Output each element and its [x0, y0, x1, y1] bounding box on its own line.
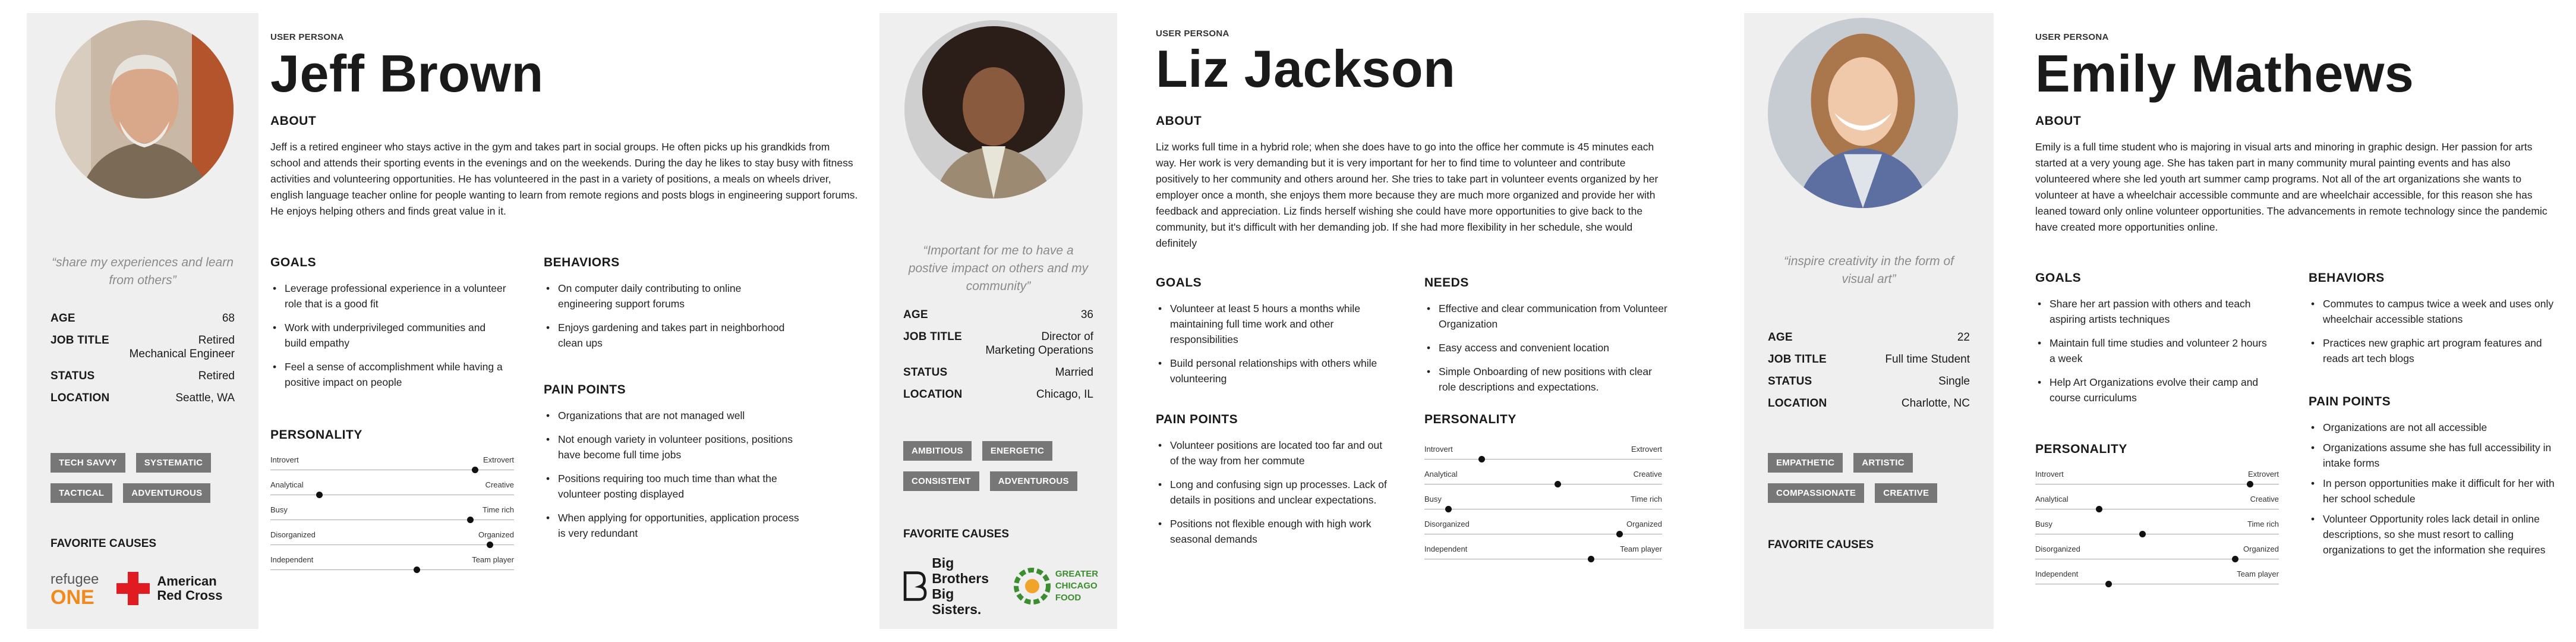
fact-status	[51, 369, 235, 383]
trait-tag: TECH SAVVY	[51, 453, 125, 473]
slider-left-label: Disorganized	[1424, 520, 1470, 528]
fact-status	[903, 366, 1093, 379]
favorite-causes-logos	[51, 571, 247, 609]
list-item: • Practices new graphic art program features and reads art tech blogs	[2309, 335, 2558, 366]
persona-name: Jeff Brown	[270, 44, 544, 103]
fact-label: STATUS	[51, 370, 95, 382]
trait-tags	[903, 441, 1099, 491]
bbbs-mark-icon	[903, 567, 927, 606]
fact-age	[1768, 331, 1970, 344]
logo-text: Big Sisters.	[932, 586, 982, 617]
slider-left-label: Busy	[2035, 520, 2052, 528]
fact-age	[903, 308, 1093, 322]
slider-marker	[1616, 531, 1623, 537]
slider-right-label: Creative	[1633, 470, 1662, 479]
list-item: • Share her art passion with others and teach aspiring artists techniques	[2035, 296, 2273, 327]
slider-right-label: Organized	[1626, 520, 1662, 528]
avatar-portrait-icon	[904, 20, 1083, 199]
slider-left-label: Independent	[270, 555, 314, 564]
fact-value: Retired Mechanical Engineer	[129, 334, 235, 360]
favorite-causes-logos	[903, 555, 1105, 617]
goals-list	[2035, 296, 2273, 414]
slider-right-label: Creative	[2250, 495, 2279, 503]
about-heading: ABOUT	[2035, 114, 2082, 128]
list-item: • Work with underprivileged communities and build empathy	[270, 320, 508, 351]
personality-slider	[2035, 569, 2279, 594]
slider-left-label: Introvert	[2035, 470, 2064, 479]
slider-right-label: Time rich	[2247, 520, 2279, 528]
fact-label: JOB TITLE	[1768, 353, 1827, 366]
slider-track	[1424, 459, 1662, 460]
trait-tags	[1768, 453, 1976, 503]
logo-text: GREATER	[1055, 569, 1099, 579]
persona-main	[270, 13, 879, 629]
list-item: • Not enough variety in volunteer positions, positions have become full time jobs	[544, 432, 799, 462]
pain-points-list	[1156, 438, 1393, 555]
favorite-causes-label: FAVORITE CAUSES	[903, 528, 1010, 540]
fact-label: JOB TITLE	[903, 331, 962, 343]
slider-marker	[1555, 481, 1561, 487]
pain-points-list	[544, 408, 799, 549]
list-item: • Feel a sense of accomplishment while having a positive impact on people	[270, 359, 508, 390]
about-text: Emily is a full time student who is majoring in visual arts and minoring in graphic design. Her passion for arts started at a very young age. She has taken part in many community mural painting events and has also volunteered where she led youth art summer camp programs. Not all of the art organizations she wants to volunteer at have a wheelchair accessible communte and are wheelchair accessible, for this reason she has leaned toward only online volunteer opportunities. The advancements in remote technology since the pandemic have created more opportunities online.	[2035, 141, 2547, 233]
list-item: • Effective and clear communication from Volunteer Organization	[1424, 301, 1668, 332]
trait-tag: SYSTEMATIC	[136, 453, 212, 473]
personality-slider	[2035, 545, 2279, 569]
slider-left-label: Disorganized	[270, 530, 316, 539]
persona-facts	[51, 311, 235, 413]
trait-tag: CREATIVE	[1875, 483, 1937, 503]
logo-text: ONE	[51, 586, 94, 609]
slider-right-label: Organized	[2243, 545, 2279, 553]
personality-heading: PERSONALITY	[2035, 442, 2127, 456]
slider-marker	[1588, 556, 1594, 562]
fact-label: STATUS	[903, 366, 948, 379]
personality-slider	[1424, 545, 1662, 569]
needs-heading: NEEDS	[1424, 276, 1469, 289]
fact-label: AGE	[51, 312, 75, 325]
slider-right-label: Creative	[485, 480, 514, 489]
fact-location	[51, 391, 235, 405]
list-item: • On computer daily contributing to online engineering support forums	[544, 281, 793, 311]
slider-right-label: Team player	[2237, 569, 2279, 578]
pain-points-heading: PAIN POINTS	[544, 383, 626, 396]
fact-value: Single	[1938, 375, 1970, 388]
logo-text: American	[157, 574, 217, 588]
persona-kicker: USER PERSONA	[270, 32, 344, 42]
personality-sliders	[270, 455, 514, 580]
behaviors-list	[2309, 296, 2558, 374]
avatar	[904, 20, 1083, 199]
fact-value: 36	[1080, 309, 1093, 321]
slider-marker	[2139, 531, 2146, 537]
pain-points-heading: PAIN POINTS	[2309, 395, 2391, 408]
goals-list	[1156, 301, 1393, 395]
list-item: • Volunteer positions are located too far and out of the way from her commute	[1156, 438, 1393, 468]
slider-right-label: Extrovert	[483, 455, 514, 464]
logo-text: Big Brothers	[932, 555, 989, 586]
list-item: • Volunteer at least 5 hours a months while maintaining full time work and other responsibilities	[1156, 301, 1393, 347]
personality-sliders	[1424, 445, 1662, 569]
personality-slider	[2035, 520, 2279, 545]
fact-value: Seattle, WA	[175, 392, 235, 404]
avatar	[1768, 18, 1958, 208]
fact-job-title	[903, 330, 1093, 357]
list-item: • Simple Onboarding of new positions with clear role descriptions and expectations.	[1424, 364, 1668, 395]
persona-card-emily-mathews	[1744, 13, 2576, 629]
slider-right-label: Extrovert	[2247, 470, 2279, 479]
favorite-causes-label: FAVORITE CAUSES	[1768, 539, 1874, 551]
fact-value: Charlotte, NC	[1901, 397, 1970, 410]
persona-facts	[903, 308, 1093, 410]
slider-left-label: Disorganized	[2035, 545, 2080, 553]
personality-slider	[2035, 470, 2279, 495]
list-item: • Organizations that are not managed well	[544, 408, 799, 423]
fact-label: STATUS	[1768, 375, 1812, 388]
goals-list	[270, 281, 508, 398]
favorite-causes-label: FAVORITE CAUSES	[51, 537, 157, 550]
personality-slider	[270, 530, 514, 555]
about-heading: ABOUT	[1156, 114, 1202, 128]
about-text: Jeff is a retired engineer who stays active in the gym and takes part in social groups. He often picks up his grandkids from school and attends their sporting events in the evenings and on the weekends. During the day he likes to stay busy with fitness activities and volunteering opportunities. He has volunteered in the past in a variety of positions, a meals on wheels driver, english language teacher online for people wanting to learn from remote regions and posts blogs in engineering support forums. He enjoys helping others and finds great value in it.	[270, 141, 858, 217]
personality-slider	[270, 555, 514, 580]
fact-value: Chicago, IL	[1036, 388, 1093, 401]
fact-age	[51, 311, 235, 325]
slider-right-label: Time rich	[483, 505, 514, 514]
needs-list	[1424, 301, 1668, 403]
slider-marker	[487, 542, 493, 548]
fact-label: LOCATION	[903, 388, 963, 401]
fact-location	[1768, 396, 1970, 410]
slider-left-label: Introvert	[1424, 445, 1453, 454]
behaviors-heading: BEHAVIORS	[2309, 271, 2385, 285]
trait-tag: EMPATHETIC	[1768, 453, 1843, 473]
persona-name: Emily Mathews	[2035, 44, 2414, 103]
behaviors-list	[544, 281, 793, 359]
american-red-cross-logo	[116, 572, 222, 605]
goals-heading: GOALS	[270, 256, 317, 269]
list-item: • Positions not flexible enough with high work seasonal demands	[1156, 516, 1393, 547]
trait-tag: COMPASSIONATE	[1768, 483, 1864, 503]
trait-tag: ADVENTUROUS	[990, 471, 1077, 491]
fact-value: Married	[1055, 366, 1093, 379]
slider-marker	[2247, 481, 2253, 487]
list-item: • Organizations are not all accessible	[2309, 420, 2558, 435]
logo-text: refugee	[51, 571, 99, 587]
personality-heading: PERSONALITY	[270, 428, 362, 442]
fact-value: Director of Marketing Operations	[985, 331, 1093, 357]
persona-quote: “inspire creativity in the form of visual art”	[1784, 254, 1954, 286]
personality-slider	[1424, 445, 1662, 470]
refugee-one-logo	[51, 571, 99, 609]
list-item: • Commutes to campus twice a week and uses only wheelchair accessible stations	[2309, 296, 2558, 327]
personality-slider	[1424, 520, 1662, 545]
about-text: Liz works full time in a hybrid role; when she does have to go into the office her commute is 45 minutes each way. Her work is very demanding but it is very important for her to find time to volunteer and contribute positively to her community and others around her. She tries to take part in volunteer events organized by her employer once a month, she enjoys them more because they are much more organized and provide her with feedback and appreciation. Liz finds herself wishing she could have more opportunities to give back to the community, but it's difficult with her demanding job. If she had more flexibility in her schedule, she would definitely	[1156, 141, 1659, 249]
fact-location	[903, 388, 1093, 401]
greater-chicago-food-depository-logo	[1014, 568, 1121, 605]
list-item: • Long and confusing sign up processes. Lack of details in positions and unclear expectations.	[1156, 477, 1393, 508]
personality-slider	[1424, 495, 1662, 520]
slider-left-label: Busy	[270, 505, 288, 514]
slider-left-label: Introvert	[270, 455, 299, 464]
personality-slider	[2035, 495, 2279, 520]
goals-heading: GOALS	[1156, 276, 1202, 289]
slider-marker	[414, 567, 420, 573]
fact-value: 22	[1957, 331, 1970, 344]
fact-job-title	[1768, 353, 1970, 366]
slider-marker	[1445, 506, 1452, 512]
persona-sidebar	[1744, 13, 1994, 629]
trait-tag: ARTISTIC	[1853, 453, 1913, 473]
logo-text: Red Cross	[157, 588, 223, 603]
slider-left-label: Analytical	[2035, 495, 2069, 503]
persona-main	[1156, 13, 1732, 629]
trait-tag: CONSISTENT	[903, 471, 979, 491]
fact-label: LOCATION	[1768, 397, 1827, 410]
red-cross-icon	[116, 572, 150, 605]
personality-heading: PERSONALITY	[1424, 413, 1516, 426]
trait-tags	[51, 453, 241, 503]
slider-left-label: Independent	[1424, 545, 1468, 553]
pain-points-heading: PAIN POINTS	[1156, 413, 1238, 426]
personality-slider	[270, 505, 514, 530]
list-item: • Volunteer Opportunity roles lack detail in online descriptions, so she must resort to calling organizations to get the information she requires	[2309, 511, 2558, 558]
list-item: • Organizations assume she has full accessibility in intake forms	[2309, 440, 2558, 471]
persona-quote: “Important for me to have a postive impact on others and my community”	[908, 244, 1089, 293]
list-item: • Help Art Organizations evolve their camp and course curriculums	[2035, 374, 2273, 405]
persona-facts	[1768, 331, 1970, 418]
slider-left-label: Independent	[2035, 569, 2079, 578]
pain-points-list	[2309, 420, 2558, 562]
list-item: • When applying for opportunities, application process is very redundant	[544, 510, 799, 541]
big-brothers-big-sisters-logo	[903, 555, 996, 617]
persona-kicker: USER PERSONA	[2035, 32, 2109, 42]
fact-status	[1768, 374, 1970, 388]
logo-text: CHICAGO FOOD	[1055, 581, 1098, 603]
trait-tag: ENERGETIC	[982, 441, 1052, 461]
trait-tag: ADVENTUROUS	[123, 483, 210, 503]
personality-sliders	[2035, 470, 2279, 594]
fact-value: Retired	[198, 370, 235, 382]
fact-label: LOCATION	[51, 392, 110, 404]
list-item: • Easy access and convenient location	[1424, 340, 1668, 355]
fact-label: JOB TITLE	[51, 334, 109, 347]
slider-marker	[472, 467, 478, 473]
list-item: • In person opportunities make it difficult for her with her school schedule	[2309, 476, 2558, 506]
behaviors-heading: BEHAVIORS	[544, 256, 620, 269]
slider-right-label: Time rich	[1631, 495, 1662, 503]
fact-label: AGE	[1768, 331, 1793, 344]
list-item: • Maintain full time studies and volunteer 2 hours a week	[2035, 335, 2273, 366]
slider-right-label: Team player	[472, 555, 514, 564]
personality-slider	[270, 455, 514, 480]
about-heading: ABOUT	[270, 114, 317, 128]
personality-slider	[270, 480, 514, 505]
avatar-portrait-icon	[1768, 18, 1958, 208]
slider-marker	[2096, 506, 2102, 512]
slider-track	[270, 569, 514, 570]
persona-sidebar	[27, 13, 258, 629]
slider-left-label: Busy	[1424, 495, 1442, 503]
fact-job-title	[51, 333, 235, 361]
goals-heading: GOALS	[2035, 271, 2082, 285]
persona-sidebar	[879, 13, 1117, 629]
personality-slider	[1424, 470, 1662, 495]
trait-tag: TACTICAL	[51, 483, 112, 503]
slider-left-label: Analytical	[1424, 470, 1458, 479]
list-item: • Positions requiring too much time than what the volunteer posting displayed	[544, 471, 799, 502]
food-depository-icon	[1014, 568, 1051, 605]
persona-name: Liz Jackson	[1156, 39, 1456, 98]
persona-quote: “share my experiences and learn from others”	[52, 256, 234, 287]
list-item: • Build personal relationships with others while volunteering	[1156, 355, 1393, 386]
list-item: • Leverage professional experience in a volunteer role that is a good fit	[270, 281, 508, 311]
slider-right-label: Team player	[1620, 545, 1662, 553]
fact-value: Full time Student	[1885, 353, 1970, 366]
slider-marker	[2105, 581, 2112, 587]
avatar-portrait-icon	[55, 20, 234, 199]
trait-tag: AMBITIOUS	[903, 441, 972, 461]
fact-label: AGE	[903, 309, 928, 321]
slider-marker	[467, 517, 474, 523]
persona-kicker: USER PERSONA	[1156, 29, 1229, 39]
list-item: • Enjoys gardening and takes part in neighborhood clean ups	[544, 320, 793, 351]
fact-value: 68	[222, 312, 235, 325]
slider-marker	[2232, 556, 2238, 562]
slider-left-label: Analytical	[270, 480, 304, 489]
slider-right-label: Extrovert	[1631, 445, 1662, 454]
persona-card-jeff-brown	[27, 13, 879, 629]
slider-marker	[1478, 456, 1485, 462]
persona-main	[2035, 13, 2576, 629]
slider-right-label: Organized	[478, 530, 514, 539]
slider-marker	[316, 492, 323, 498]
avatar	[55, 20, 234, 199]
persona-card-liz-jackson	[879, 13, 1732, 629]
